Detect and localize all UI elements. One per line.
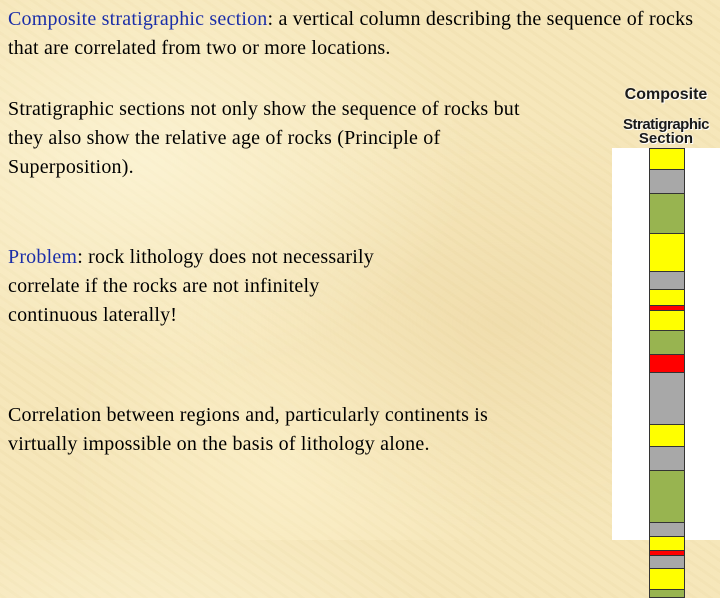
stratigraphic-column-figure	[612, 86, 720, 540]
problem-term: Problem	[8, 246, 78, 268]
definition-text: : a vertical column describing the sequence of rocks that are correlated from two or more locations.	[8, 8, 694, 59]
rock-layer-green	[649, 471, 685, 523]
rock-layer-gray	[649, 373, 685, 425]
rock-layer-yellow	[649, 425, 685, 447]
problem-paragraph	[8, 243, 408, 330]
rock-layer-green	[649, 194, 685, 234]
figure-title-line-1: Composite	[624, 86, 708, 103]
rock-layer-yellow	[649, 537, 685, 551]
correlation-text: Correlation between regions and, particularly continents is virtually impossible on the basis of lithology alone.	[8, 404, 488, 455]
superposition-paragraph	[8, 95, 548, 182]
rock-layer-gray	[649, 272, 685, 290]
rock-layer-green	[649, 331, 685, 355]
correlation-paragraph	[8, 401, 528, 459]
rock-layer-gray	[649, 447, 685, 471]
stratigraphic-column	[612, 148, 720, 540]
figure-title-line-2: Stratigraphic	[622, 116, 710, 133]
rock-layer-yellow	[649, 148, 685, 170]
definition-paragraph	[8, 5, 708, 63]
rock-layer-green	[649, 590, 685, 598]
rock-layer-gray	[649, 170, 685, 194]
figure-title-line-3: Section	[638, 130, 694, 147]
rock-layer-gray	[649, 523, 685, 537]
rock-layer-yellow	[649, 569, 685, 590]
rock-layer-gray	[649, 556, 685, 569]
definition-term: Composite stratigraphic section	[8, 8, 268, 30]
rock-layer-red	[649, 355, 685, 373]
rock-layer-yellow	[649, 311, 685, 331]
problem-text: : rock lithology does not necessarily correlate if the rocks are not infinitely continuous laterally!	[8, 246, 374, 326]
superposition-text: Stratigraphic sections not only show the sequence of rocks but they also show the relative age of rocks (Principle of Superposition).	[8, 98, 520, 178]
rock-layer-yellow	[649, 290, 685, 306]
rock-layer-yellow	[649, 234, 685, 272]
